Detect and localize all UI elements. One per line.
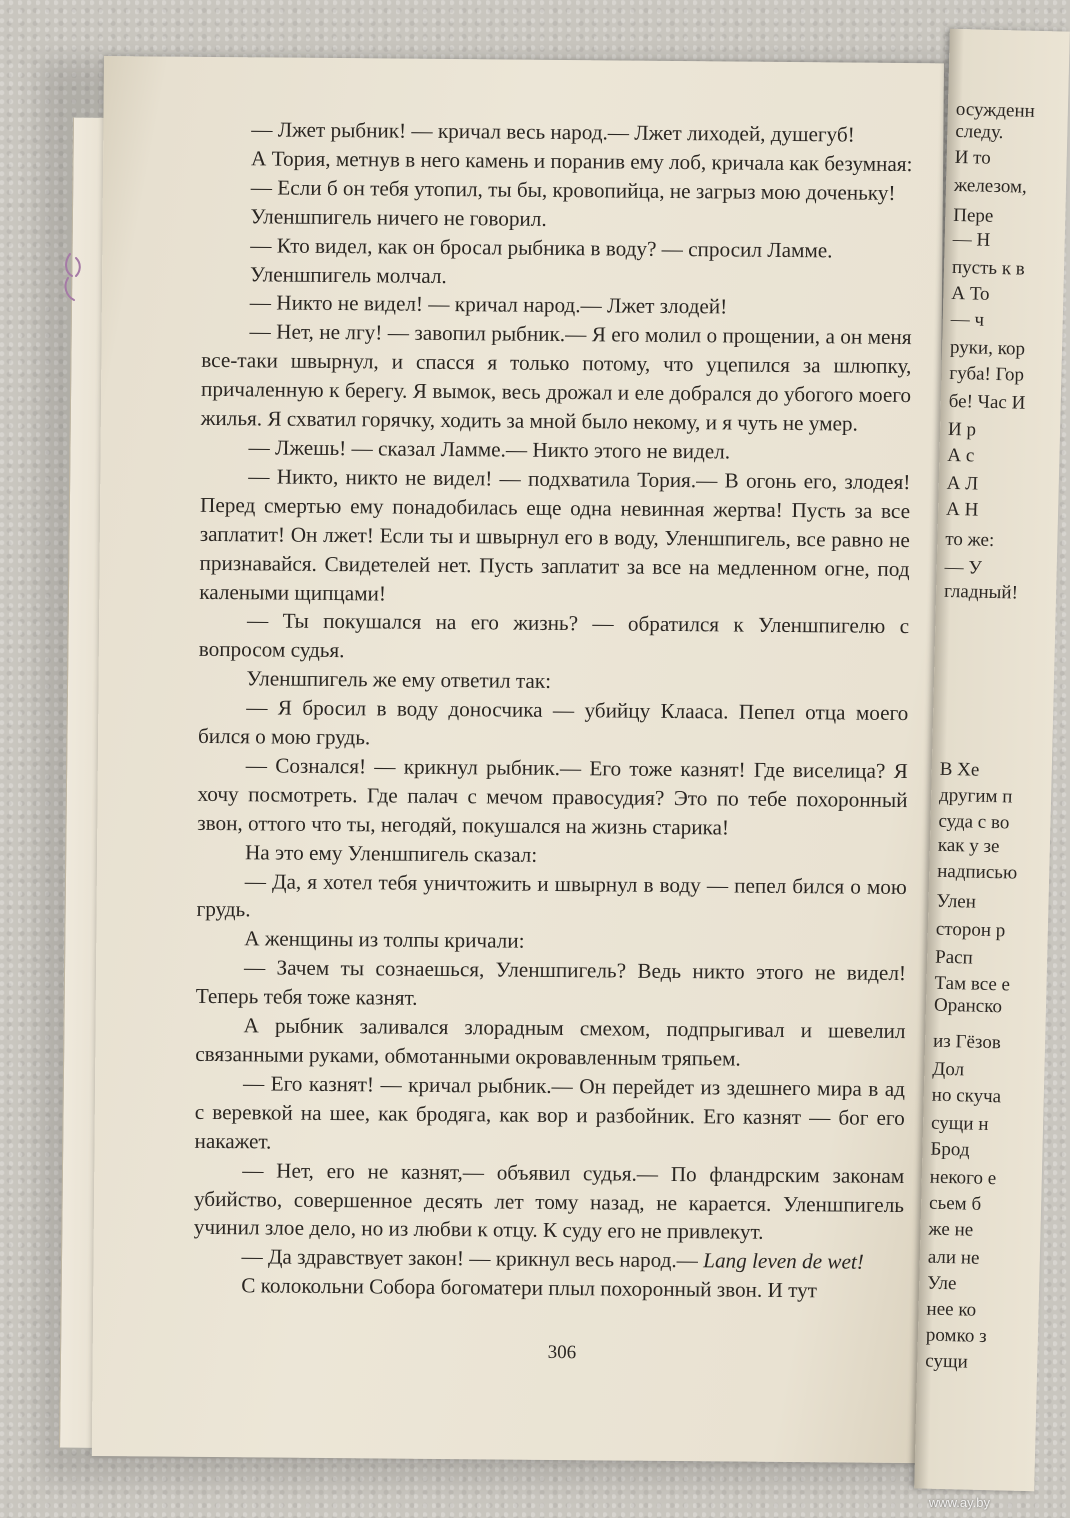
adjacent-page-text-fragment: железом, [953,174,1028,198]
adjacent-page-text-fragment: надписью [937,860,1018,884]
adjacent-page-text-fragment: — У [944,556,983,579]
adjacent-page-text-fragment: И р [947,418,977,441]
adjacent-page-text-fragment: Брод [930,1138,970,1161]
paragraph: — Его казнят! — кричал рыбник.— Он перейдет из здешнего мира в ад с веревкой на шее, как бродяга, как вор и разбойник. Его казнят — бог его накажет. [194,1071,906,1154]
adjacent-page-text-fragment: ромко з [925,1324,987,1348]
book-page [92,56,944,1463]
paragraph: — Кто видел, как он бросал рыбника в воду? — спросил Ламме. [250,232,833,262]
adjacent-page-text-fragment: же не [928,1218,974,1241]
paragraph: — Нет, не лгу! — завопил рыбник.— Я его молил о прощении, а он меня все-таки швырнул, и спасся я только потому, что уцепился за шлюпку, причаленную к берегу. Я вымок, весь дрожал и еле добрался до убогого моего жилья. Я схватил горячку, ходить за мной было некому, и я чуть не умер. [200,319,912,436]
paragraph: Уленшпигель ничего не говорил. [250,204,547,231]
paragraph: Уленшпигель же ему ответил так: [246,666,552,694]
adjacent-page-text-fragment: то же: [945,528,995,551]
paragraph: — Лжешь! — сказал Ламме.— Никто этого не видел. [248,435,731,464]
adjacent-page-text-fragment: Расп [934,946,974,969]
paragraph-last-line: С колокольни Собора богоматери плыл похоронный звон. И тут [241,1273,818,1303]
watermark: www.ay.by [928,1495,990,1510]
paragraph: А Тория, метнув в него камень и поранив ему лоб, кричала как безумная: [251,146,913,176]
paragraph: — Если б он тебя утопил, ты бы, кровопийца, не загрыз мою доченьку! [250,175,896,205]
adjacent-page-text-fragment: Уле [926,1272,957,1295]
paragraph: — Ты покушался на его жизнь? — обратился к Уленшпигелю с вопросом судья. [198,608,910,663]
adjacent-page-text-fragment: — Н [952,228,991,251]
paragraph: А женщины из толпы кричали: [244,926,525,954]
adjacent-page-text-fragment: гладный! [943,580,1019,604]
paragraph: На это ему Уленшпигель сказал: [244,839,538,867]
paragraph: — Я бросил в воду доносчика — убийцу Клааса. Пепел отца моего бился о мою грудь. [197,695,909,750]
adjacent-page-text-fragment: нее ко [926,1298,977,1321]
adjacent-page-text-fragment: сторон р [935,918,1006,942]
paragraph: — Никто, никто не видел! — подхватила Тория.— В огонь его, злодея! Перед смертью ему понадобилась еще одна невинная жертва! Пусть за все заплатит! Он лжет! Если ты и швырнул его в воду, Уленшпигель, все равно не признавайся. Свидетелей нет. Пусть заплатит за все на медленном огне, под калеными щипцами! [199,464,911,605]
paragraph: — Сознался! — крикнул рыбник.— Его тоже казнят! Где виселица? Я хочу посмотреть. Где палач с мечом правосудия? Это по тебе похоронный звон, оттого что ты, негодяй, покушался на жизнь старика! [197,753,908,840]
adjacent-page-text-fragment: сущи н [930,1112,989,1136]
paragraph: — Нет, его не казнят,— объявил судья.— По фландрским законам убийство, совершенное десять лет тому назад, не карается. Уленшпигель учинил злое дело, но из любви к отцу. К суду его не привлекут. [193,1157,905,1245]
adjacent-page-text-fragment: Пере [953,204,994,227]
adjacent-page-text-fragment: суда с во [938,810,1010,834]
adjacent-page-text-fragment: Оранско [933,994,1003,1018]
adjacent-page-text-fragment: А Л [946,472,979,495]
foreign-phrase: Lang leven de wet! [703,1248,864,1275]
adjacent-page-text-fragment: И то [954,146,991,169]
paragraph: А рыбник заливался злорадным смехом, подпрыгивал и шевелил связанными руками, обмотанными окровавленным тряпьем. [195,1013,906,1071]
adjacent-page-text-fragment: Там все е [934,972,1011,996]
adjacent-page-text-fragment: следу. [955,120,1004,144]
paragraph: — Никто не видел! — кричал народ.— Лжет злодей! [249,290,728,319]
adjacent-page-text-fragment: сьем б [928,1192,982,1215]
adjacent-page-text-fragment: сущи [925,1350,969,1373]
adjacent-page-text-fragment: руки, кор [949,336,1026,360]
adjacent-page-text-fragment: В Хе [939,758,980,781]
adjacent-page-text-fragment: Улен [936,890,977,913]
adjacent-page-text-fragment: как у зе [937,834,1000,858]
adjacent-page-text-fragment: А То [951,282,990,305]
adjacent-page-text-fragment: но скуча [931,1084,1002,1108]
adjacent-page-text-fragment: Дол [932,1058,965,1081]
adjacent-page-text-fragment: пусть к в [951,256,1026,280]
paragraph: — Лжет рыбник! — кричал весь народ.— Лжет лиходей, душегуб! [251,117,855,147]
paragraph: Уленшпигель молчал. [250,261,447,288]
adjacent-page-text-fragment: некого е [929,1166,997,1190]
paragraph: — Да, я хотел тебя уничтожить и швырнул в воду — пепел бился о мою грудь. [196,868,907,922]
page-number: 306 [547,1341,577,1364]
adjacent-page-text-fragment: осужденн [955,98,1036,122]
adjacent-page-text-fragment: другим п [938,784,1013,808]
adjacent-page-text-fragment: А Н [945,498,979,521]
page-text [193,115,913,1306]
paragraph: — Зачем ты сознаешься, Уленшпигель? Ведь никто этого не видел! Теперь тебя тоже казнят. [195,955,907,1010]
adjacent-page-text-fragment: А с [947,444,975,467]
adjacent-page-text-fragment: из Гёзов [932,1030,1002,1054]
adjacent-page-text-fragment: — ч [950,308,985,331]
adjacent-page-text-fragment: губа! Гор [949,362,1025,386]
paragraph-text: — Да здравствует закон! — крикнул весь народ.— [241,1244,699,1273]
adjacent-page-text-fragment: бе! Час И [948,390,1026,414]
pen-mark-icon [62,250,88,310]
adjacent-page-text-fragment: али не [927,1246,980,1269]
